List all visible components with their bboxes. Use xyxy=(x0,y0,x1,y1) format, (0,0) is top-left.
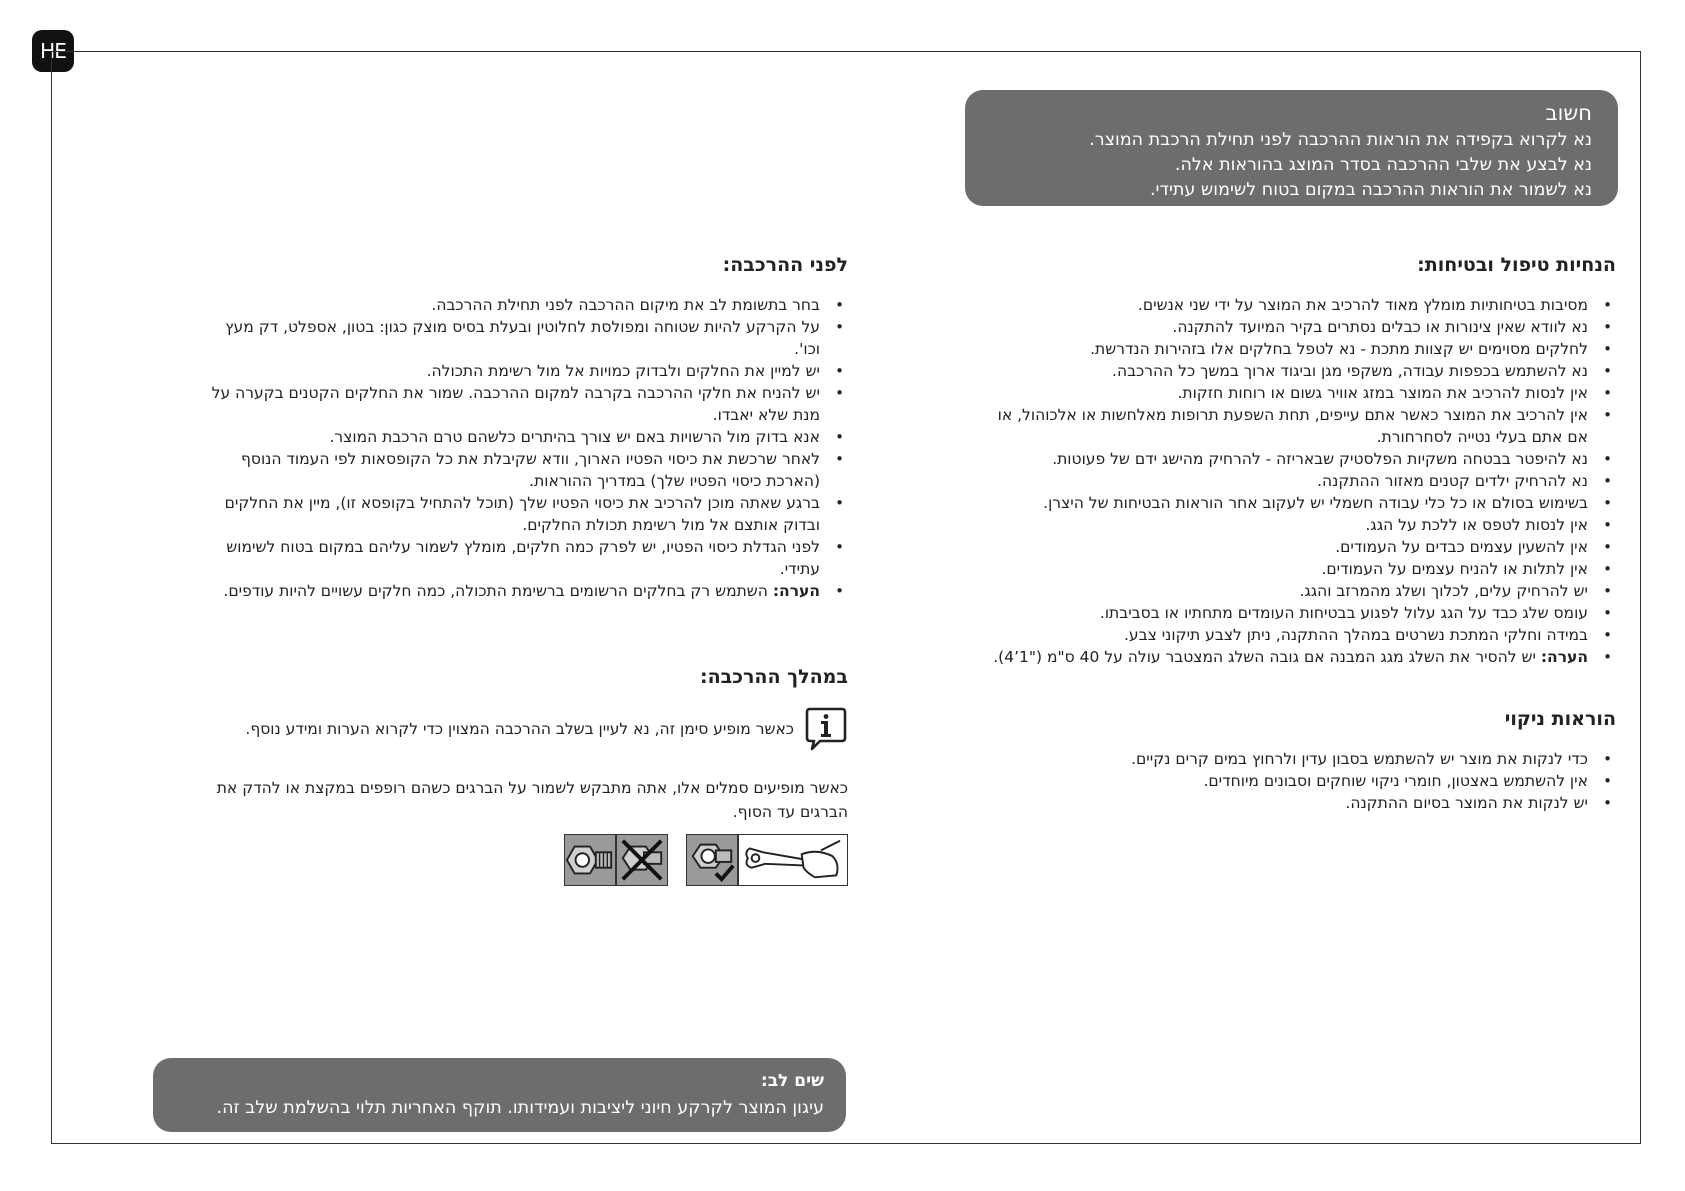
list-item: • על הקרקע להיות שטוחה ומפולסת לחלוטין ובעלת בסיס מוצק כגון: בטון, אספלט, דק מעץ וכו'. xyxy=(205,316,820,360)
note-label: הערה: xyxy=(1540,648,1588,666)
list-item: • במידה וחלקי המתכת נשרטים במהלך ההתקנה, ניתן לצבע תיקוני צבע. xyxy=(990,624,1588,646)
attention-box xyxy=(153,1058,846,1132)
info-text: כאשר מופיע סימן זה, נא לעיין בשלב ההרכבה המצוין כדי לקרוא הערות ומידע נוסף. xyxy=(245,720,794,738)
list-item: • יש למיין את החלקים ולבדוק כמויות אל מול רשימת התכולה. xyxy=(205,360,820,382)
list-item: • יש להרחיק עלים, לכלוך ושלג מהמרזב והגג. xyxy=(990,580,1588,602)
list-item: • אין להרכיב את המוצר כאשר אתם עייפים, תחת השפעת תרופות מאלחשות או אלכוהול, או אם אתם בעלי נטייה לסחרחורת. xyxy=(990,404,1588,448)
list-item: • אין לתלות או להניח עצמים על העמודים. xyxy=(990,558,1588,580)
spacer xyxy=(668,834,686,886)
attention-title: שים לב: xyxy=(760,1071,824,1091)
list-item: • ברגע שאתה מוכן להרכיב את כיסוי הפטיו שלך (תוכל להתחיל בקופסא זו), מיין את החלקים ובדוק אותצם אל מול רשימת תכולת החלקים. xyxy=(205,492,820,536)
list-item: • לאחר שרכשת את כיסוי הפטיו הארוך, וודא שקיבלת את כל הקופסאות לפי העמוד הנוסף (הארכת כיסוי הפטיו שלך) במדריך ההוראות. xyxy=(205,448,820,492)
list-item: • מסיבות בטיחותיות מומלץ מאוד להרכיב את המוצר על ידי שני אנשים. xyxy=(990,294,1588,316)
handling-list xyxy=(990,294,1616,668)
bolt-crossed-icon xyxy=(616,834,668,886)
list-item: • יש להניח את חלקי ההרכבה בקרבה למקום ההרכבה. שמור את החלקים הקטנים בקערה על מנת שלא יאבדו. xyxy=(205,382,820,426)
important-box xyxy=(965,90,1618,206)
left-column xyxy=(205,252,848,886)
before-list xyxy=(205,294,848,602)
important-line: נא לשמור את הוראות ההרכבה במקום בטוח לשימוש עתידי. xyxy=(1149,180,1592,200)
list-item: • נא להרחיק ילדים קטנים מאזור ההתקנה. xyxy=(990,470,1588,492)
list-item: • אין לנסות להרכיב את המוצר במזג אוויר גשום או רוחות חזקות. xyxy=(990,382,1588,404)
attention-text: עיגון המוצר לקרקע חיוני ליציבות ועמידותו. תוקף האחריות תלוי בהשלמת שלב זה. xyxy=(216,1098,824,1118)
important-line: נא לקרוא בקפידה את הוראות ההרכבה לפני תחילת הרכבת המוצר. xyxy=(1089,130,1592,150)
cleaning-section xyxy=(990,706,1616,814)
note-text: יש להסיר את השלג מגג המבנה אם גובה השלג המצטבר עולה על 40 ס"מ ("1’4). xyxy=(993,648,1541,666)
list-item: • לפני הגדלת כיסוי הפטיו, יש לפרק כמה חלקים, מומלץ לשמור עליהם במקום בטוח לשימוש עתידי. xyxy=(205,536,820,580)
right-column xyxy=(990,252,1616,814)
note-item xyxy=(205,580,820,602)
list-item: • נא לוודא שאין צינורות או כבלים נסתרים בקיר המיועד להתקנה. xyxy=(990,316,1588,338)
info-speech-icon xyxy=(804,706,848,752)
bolts-text: כאשר מופיעים סמלים אלו, אתה מתבקש לשמור על הברגים כשהם רופפים במקצת או להדק את הברגים עד הסוף. xyxy=(216,779,848,821)
list-item: • עומס שלג כבד על הגג עלול לפגוע בבטיחות העומדים מתחתיו או בסביבתו. xyxy=(990,602,1588,624)
list-item: • אין לנסות לטפס או ללכת על הגג. xyxy=(990,514,1588,536)
note-label: הערה: xyxy=(772,582,820,600)
important-line: נא לבצע את שלבי ההרכבה בסדר המוצג בהוראות אלה. xyxy=(1174,155,1592,175)
list-item: • כדי לנקות את מוצר יש להשתמש בסבון עדין ולרחוץ במים קרים נקיים. xyxy=(990,748,1588,770)
list-item: • נא להיפטר בבטחה משקיות הפלסטיק שבאריזה - להרחיק מהישג ידם של פעוטות. xyxy=(990,448,1588,470)
bolt-loose-icon xyxy=(564,834,616,886)
during-section xyxy=(205,664,848,886)
info-row xyxy=(205,706,848,752)
note-text: השתמש רק בחלקים הרשומים ברשימת התכולה, כמה חלקים עשויים להיות עודפים. xyxy=(223,582,773,600)
during-title: במהלך ההרכבה: xyxy=(699,666,848,688)
handling-title: הנחיות טיפול ובטיחות: xyxy=(1417,254,1616,276)
hardware-icons-row xyxy=(205,834,848,886)
wrench-hand-icon xyxy=(738,834,848,886)
list-item: • יש לנקות את המוצר בסיום ההתקנה. xyxy=(990,792,1588,814)
language-badge: HE xyxy=(32,30,74,72)
list-item: • בשימוש בסולם או כל כלי עבודה חשמלי יש לעקוב אחר הוראות הבטיחות של היצרן. xyxy=(990,492,1588,514)
before-title: לפני ההרכבה: xyxy=(722,254,848,276)
list-item: • בחר בתשומת לב את מיקום ההרכבה לפני תחילת ההרכבה. xyxy=(205,294,820,316)
list-item: • אין להשתמש באצטון, חומרי ניקוי שוחקים וסבונים מיוחדים. xyxy=(990,770,1588,792)
bolt-tight-check-icon xyxy=(686,834,738,886)
list-item: • אין להשעין עצמים כבדים על העמודים. xyxy=(990,536,1588,558)
cleaning-list xyxy=(990,748,1616,814)
list-item: • אנא בדוק מול הרשויות באם יש צורך בהיתרים כלשהם טרם הרכבת המוצר. xyxy=(205,426,820,448)
cleaning-title: הוראות ניקוי xyxy=(1504,708,1616,730)
important-title: חשוב xyxy=(1545,101,1592,125)
list-item: • לחלקים מסוימים יש קצוות מתכת - נא לטפל בחלקים אלו בזהירות הנדרשת. xyxy=(990,338,1588,360)
list-item: • נא להשתמש בכפפות עבודה, משקפי מגן וביגוד ארוך במשך כל ההרכבה. xyxy=(990,360,1588,382)
note-item xyxy=(990,646,1588,668)
